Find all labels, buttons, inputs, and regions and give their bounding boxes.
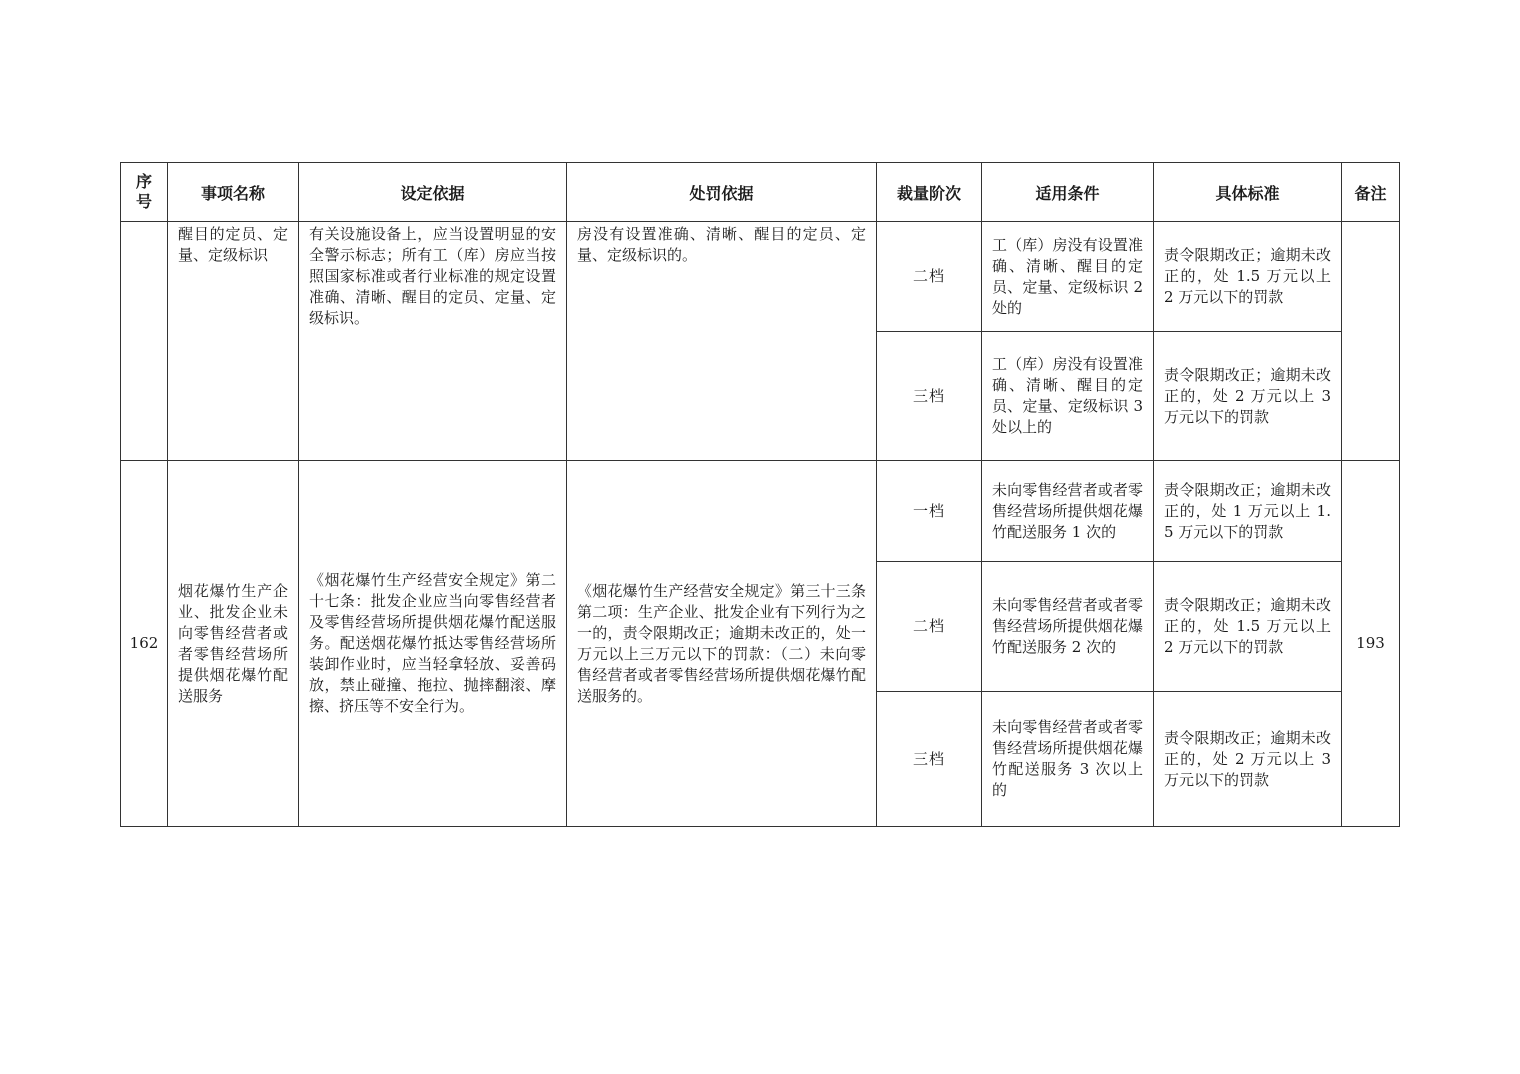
penalty-basis-cell <box>567 461 877 827</box>
standard-text: 责令限期改正；逾期未改正的，处 2 万元以上 3 万元以下的罚款 <box>1164 728 1331 789</box>
standard-cell <box>1154 332 1342 461</box>
condition-cell <box>982 332 1154 461</box>
standard-cell <box>1154 692 1342 827</box>
table-row <box>121 222 1400 332</box>
header-basis: 设定依据 <box>299 163 567 222</box>
standard-text: 责令限期改正；逾期未改正的，处 1.5 万元以上 2 万元以下的罚款 <box>1164 246 1331 306</box>
basis-text: 有关设施设备上，应当设置明显的安全警示标志；所有工（库）房应当按照国家标准或者行业标准的规定设置准确、清晰、醒目的定员、定量、定级标识。 <box>309 225 556 327</box>
basis-cell <box>299 222 567 461</box>
seq-cell: 162 <box>121 461 168 827</box>
header-item-name: 事项名称 <box>168 163 299 222</box>
header-condition: 适用条件 <box>982 163 1154 222</box>
condition-cell <box>982 222 1154 332</box>
header-remark: 备注 <box>1342 163 1400 222</box>
header-seq: 序 号 <box>121 163 168 222</box>
basis-cell <box>299 461 567 827</box>
basis-text: 《烟花爆竹生产经营安全规定》第二十七条：批发企业应当向零售经营者及零售经营场所提供烟花爆竹配送服务。配送烟花爆竹抵达零售经营场所装卸作业时，应当轻拿轻放、妥善码放，禁止碰撞、拖拉、抛摔翻滚、摩擦、挤压等不安全行为。 <box>309 571 556 715</box>
table-row <box>121 461 1400 562</box>
condition-text: 未向零售经营者或者零售经营场所提供烟花爆竹配送服务 3 次以上的 <box>992 718 1143 799</box>
standard-cell <box>1154 222 1342 332</box>
item-name-text: 烟花爆竹生产企业、批发企业未向零售经营者或者零售经营场所提供烟花爆竹配送服务 <box>178 581 288 705</box>
standard-text: 责令限期改正；逾期未改正的，处 2 万元以上 3 万元以下的罚款 <box>1164 365 1331 426</box>
penalty-standards-table <box>120 162 1400 827</box>
condition-cell <box>982 562 1154 692</box>
item-name-text: 醒目的定员、定量、定级标识 <box>178 225 288 264</box>
seq-cell-empty <box>121 222 168 461</box>
condition-cell <box>982 461 1154 562</box>
header-penalty-basis: 处罚依据 <box>567 163 877 222</box>
penalty-basis-text: 《烟花爆竹生产经营安全规定》第三十三条第二项：生产企业、批发企业有下列行为之一的，责令限期改正；逾期未改正的，处一万元以上三万元以下的罚款：（二）未向零售经营者或者零售经营场所提供烟花爆竹配送服务的。 <box>577 581 866 705</box>
level-cell: 三档 <box>877 332 982 461</box>
header-level: 裁量阶次 <box>877 163 982 222</box>
item-name-cell <box>168 222 299 461</box>
remark-cell-empty <box>1342 222 1400 461</box>
standard-text: 责令限期改正；逾期未改正的，处 1 万元以上 1.5 万元以下的罚款 <box>1164 480 1331 541</box>
header-standard: 具体标准 <box>1154 163 1342 222</box>
condition-text: 工（库）房没有设置准确、清晰、醒目的定员、定量、定级标识 3 处以上的 <box>992 355 1143 436</box>
condition-text: 未向零售经营者或者零售经营场所提供烟花爆竹配送服务 2 次的 <box>992 596 1143 656</box>
condition-text: 未向零售经营者或者零售经营场所提供烟花爆竹配送服务 1 次的 <box>992 480 1143 541</box>
remark-cell: 193 <box>1342 461 1400 827</box>
header-row <box>121 163 1400 222</box>
standard-cell <box>1154 461 1342 562</box>
level-cell: 二档 <box>877 222 982 332</box>
level-cell: 一档 <box>877 461 982 562</box>
condition-cell <box>982 692 1154 827</box>
item-name-cell <box>168 461 299 827</box>
condition-text: 工（库）房没有设置准确、清晰、醒目的定员、定量、定级标识 2 处的 <box>992 235 1143 317</box>
level-cell: 三档 <box>877 692 982 827</box>
standard-cell <box>1154 562 1342 692</box>
standard-text: 责令限期改正；逾期未改正的，处 1.5 万元以上 2 万元以下的罚款 <box>1164 596 1331 656</box>
penalty-basis-cell <box>567 222 877 461</box>
penalty-basis-text: 房没有设置准确、清晰、醒目的定员、定量、定级标识的。 <box>577 225 866 264</box>
level-cell: 二档 <box>877 562 982 692</box>
